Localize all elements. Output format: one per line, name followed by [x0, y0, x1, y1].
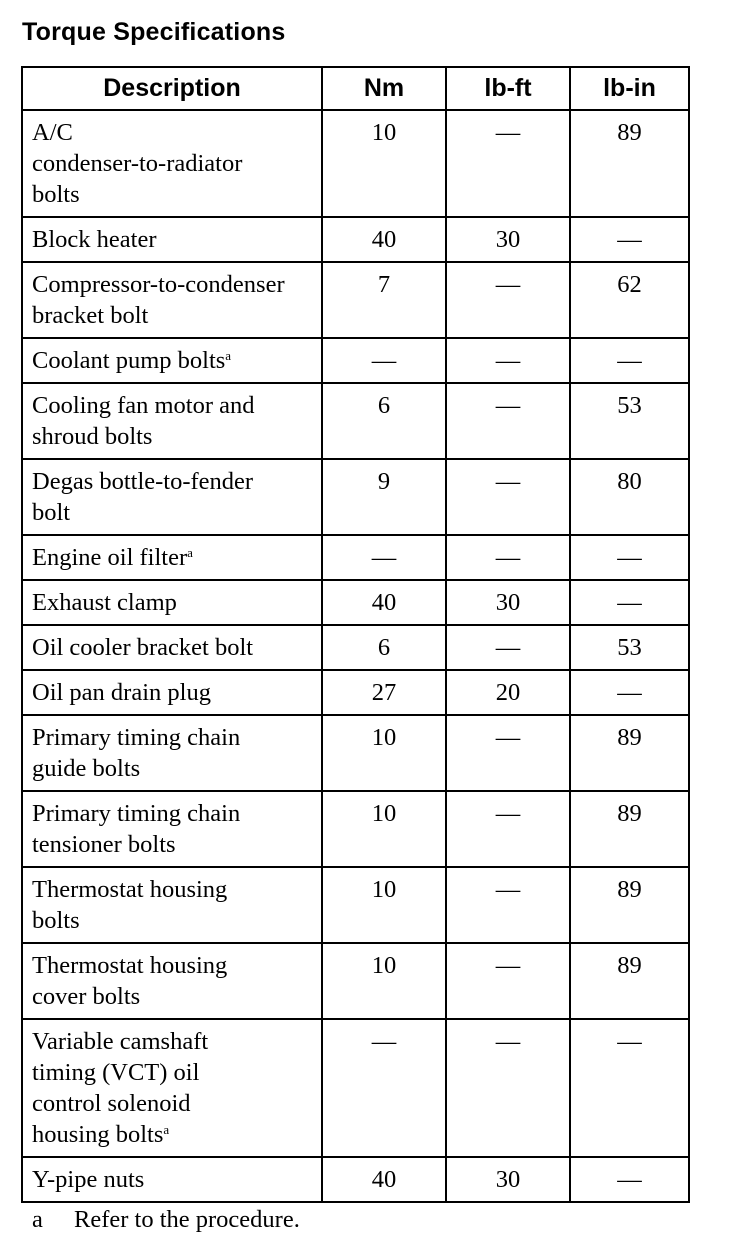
- description-text: condenser-to-radiator: [32, 150, 243, 177]
- description-text: guide bolts: [32, 755, 141, 782]
- description-text: bolts: [32, 907, 80, 934]
- table-row: [22, 217, 689, 262]
- lb-in-cell: —: [570, 217, 689, 262]
- nm-cell: 6: [322, 383, 446, 459]
- lb-in-cell: 89: [570, 110, 689, 217]
- description-cell: [22, 217, 322, 262]
- description-text: Coolant pump bolts: [32, 347, 226, 374]
- description-line: [32, 1026, 319, 1057]
- description-text: timing (VCT) oil: [32, 1059, 200, 1086]
- description-text: bolt: [32, 499, 71, 526]
- description-text: cover bolts: [32, 983, 141, 1010]
- description-line: [32, 753, 319, 784]
- description-text: A/C: [32, 119, 73, 146]
- lb-ft-cell: 30: [446, 580, 570, 625]
- description-cell: [22, 383, 322, 459]
- lb-ft-cell: 30: [446, 217, 570, 262]
- description-line: [32, 722, 319, 753]
- description-text: Cooling fan motor and: [32, 392, 255, 419]
- nm-cell: —: [322, 1019, 446, 1157]
- description-text: control solenoid: [32, 1090, 191, 1117]
- table-row: [22, 943, 689, 1019]
- description-line: [32, 117, 319, 148]
- lb-in-cell: —: [570, 1157, 689, 1202]
- nm-cell: —: [322, 535, 446, 580]
- description-line: [32, 587, 319, 618]
- description-cell: [22, 867, 322, 943]
- table-row: [22, 110, 689, 217]
- lb-ft-cell: 20: [446, 670, 570, 715]
- table-row: [22, 338, 689, 383]
- lb-ft-cell: —: [446, 459, 570, 535]
- description-text: housing bolts: [32, 1121, 164, 1148]
- description-cell: [22, 943, 322, 1019]
- description-text: Y-pipe nuts: [32, 1166, 145, 1193]
- description-line: [32, 269, 319, 300]
- lb-in-cell: —: [570, 338, 689, 383]
- description-line: [32, 1119, 319, 1150]
- footnote: [32, 1206, 300, 1234]
- description-line: [32, 179, 319, 210]
- description-text: bolts: [32, 181, 80, 208]
- lb-ft-cell: —: [446, 1019, 570, 1157]
- lb-ft-cell: —: [446, 943, 570, 1019]
- footnote-reference: a: [187, 545, 193, 560]
- nm-cell: —: [322, 338, 446, 383]
- nm-cell: 10: [322, 110, 446, 217]
- lb-ft-cell: —: [446, 715, 570, 791]
- nm-cell: 10: [322, 867, 446, 943]
- description-line: [32, 874, 319, 905]
- description-cell: [22, 338, 322, 383]
- description-text: tensioner bolts: [32, 831, 176, 858]
- description-line: [32, 542, 319, 573]
- description-text: Oil pan drain plug: [32, 679, 211, 706]
- footnote-mark: a: [32, 1206, 43, 1233]
- table-row: [22, 1157, 689, 1202]
- lb-in-cell: 89: [570, 943, 689, 1019]
- header-lb-in: lb-in: [570, 67, 689, 110]
- lb-ft-cell: 30: [446, 1157, 570, 1202]
- table-row: [22, 383, 689, 459]
- lb-ft-cell: —: [446, 791, 570, 867]
- description-text: Engine oil filter: [32, 544, 188, 571]
- footnote-reference: a: [225, 348, 232, 363]
- description-text: Variable camshaft: [32, 1028, 209, 1055]
- lb-ft-cell: —: [446, 338, 570, 383]
- description-line: [32, 1057, 319, 1088]
- description-text: Primary timing chain: [32, 724, 241, 751]
- description-cell: [22, 1157, 322, 1202]
- table-row: [22, 535, 689, 580]
- description-line: [32, 632, 319, 663]
- description-text: Thermostat housing: [32, 952, 228, 979]
- table-row: [22, 625, 689, 670]
- table-body: [22, 110, 689, 1202]
- header-nm: Nm: [322, 67, 446, 110]
- lb-in-cell: 53: [570, 625, 689, 670]
- lb-in-cell: 89: [570, 791, 689, 867]
- nm-cell: 40: [322, 217, 446, 262]
- description-cell: [22, 535, 322, 580]
- nm-cell: 7: [322, 262, 446, 338]
- table-row: [22, 715, 689, 791]
- description-line: [32, 148, 319, 179]
- table-row: [22, 459, 689, 535]
- lb-in-cell: 53: [570, 383, 689, 459]
- lb-in-cell: 89: [570, 867, 689, 943]
- description-text: Oil cooler bracket bolt: [32, 634, 254, 661]
- description-line: [32, 345, 319, 376]
- table-row: [22, 1019, 689, 1157]
- nm-cell: 40: [322, 1157, 446, 1202]
- description-text: bracket bolt: [32, 302, 149, 329]
- description-line: [32, 497, 319, 528]
- lb-in-cell: 80: [570, 459, 689, 535]
- footnote-text: Refer to the procedure.: [74, 1206, 300, 1233]
- description-line: [32, 798, 319, 829]
- lb-ft-cell: —: [446, 262, 570, 338]
- lb-ft-cell: —: [446, 867, 570, 943]
- lb-in-cell: —: [570, 670, 689, 715]
- footnote-reference: a: [163, 1122, 170, 1137]
- lb-ft-cell: —: [446, 383, 570, 459]
- description-cell: [22, 715, 322, 791]
- lb-in-cell: 89: [570, 715, 689, 791]
- nm-cell: 40: [322, 580, 446, 625]
- description-text: Thermostat housing: [32, 876, 228, 903]
- description-text: Degas bottle-to-fender: [32, 468, 254, 495]
- description-line: [32, 829, 319, 860]
- table-row: [22, 262, 689, 338]
- lb-ft-cell: —: [446, 625, 570, 670]
- table-header-row: [22, 67, 689, 110]
- description-line: [32, 466, 319, 497]
- description-line: [32, 390, 319, 421]
- description-line: [32, 981, 319, 1012]
- description-cell: [22, 1019, 322, 1157]
- description-text: Exhaust clamp: [32, 589, 177, 616]
- header-description: Description: [22, 67, 322, 110]
- nm-cell: 9: [322, 459, 446, 535]
- description-cell: [22, 670, 322, 715]
- lb-in-cell: 62: [570, 262, 689, 338]
- page-title: Torque Specifications: [22, 18, 286, 46]
- lb-in-cell: —: [570, 1019, 689, 1157]
- description-line: [32, 421, 319, 452]
- description-line: [32, 300, 319, 331]
- description-line: [32, 905, 319, 936]
- nm-cell: 10: [322, 715, 446, 791]
- description-text: Primary timing chain: [32, 800, 241, 827]
- description-line: [32, 224, 319, 255]
- header-lb-ft: lb-ft: [446, 67, 570, 110]
- description-cell: [22, 262, 322, 338]
- description-line: [32, 677, 319, 708]
- description-text: shroud bolts: [32, 423, 153, 450]
- description-cell: [22, 459, 322, 535]
- description-text: Compressor-to-condenser: [32, 271, 285, 298]
- table-row: [22, 867, 689, 943]
- description-line: [32, 1164, 319, 1195]
- torque-spec-table: [21, 66, 690, 1203]
- nm-cell: 10: [322, 943, 446, 1019]
- description-cell: [22, 625, 322, 670]
- table-row: [22, 791, 689, 867]
- nm-cell: 10: [322, 791, 446, 867]
- description-cell: [22, 791, 322, 867]
- table-row: [22, 670, 689, 715]
- description-text: Block heater: [32, 226, 157, 253]
- description-line: [32, 950, 319, 981]
- lb-ft-cell: —: [446, 535, 570, 580]
- nm-cell: 27: [322, 670, 446, 715]
- description-cell: [22, 580, 322, 625]
- lb-in-cell: —: [570, 580, 689, 625]
- description-cell: [22, 110, 322, 217]
- nm-cell: 6: [322, 625, 446, 670]
- lb-ft-cell: —: [446, 110, 570, 217]
- lb-in-cell: —: [570, 535, 689, 580]
- description-line: [32, 1088, 319, 1119]
- table-row: [22, 580, 689, 625]
